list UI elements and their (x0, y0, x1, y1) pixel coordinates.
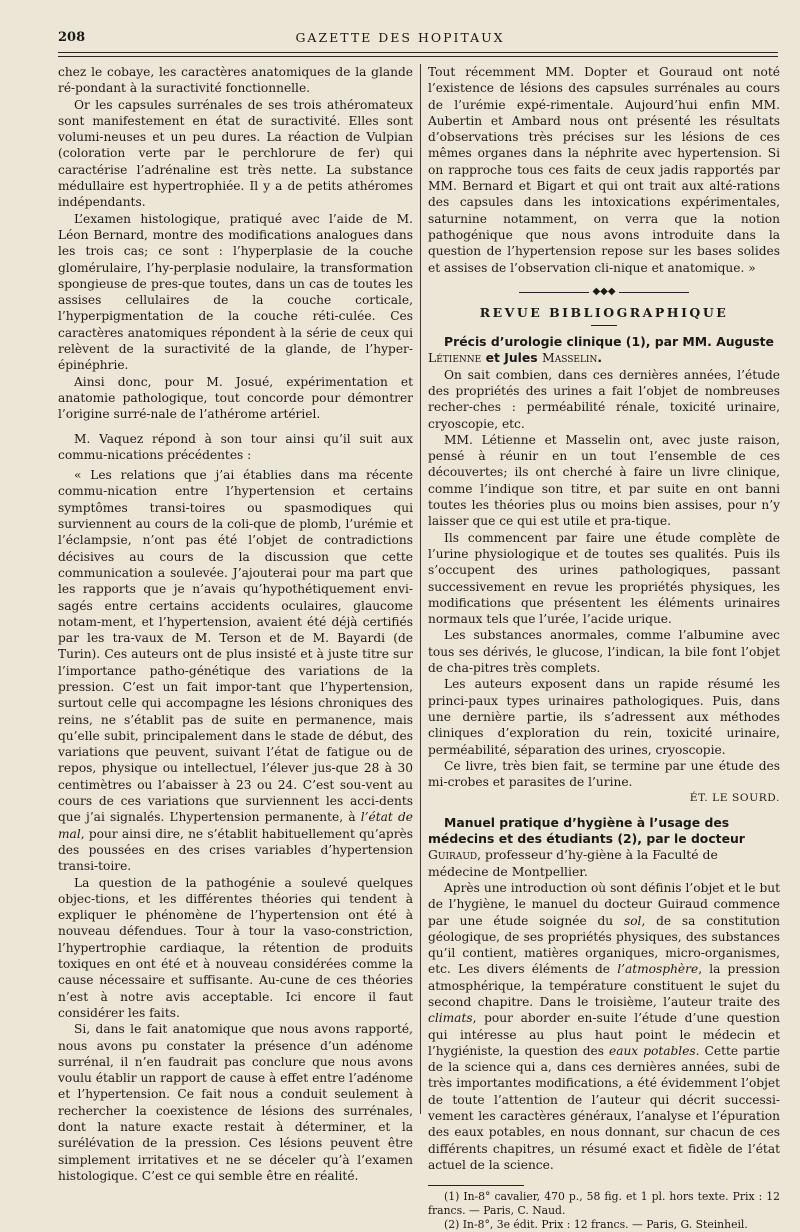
section-title: REVUE BIBLIOGRAPHIQUE (479, 304, 729, 320)
quote-text: « Les relations que j’ai établies dans ma récente commu-nication entre l’hypertension et certains symptômes transi-toires ou spasmodiques qui surviennent au cours de la coli-que de plomb, l’urémie et l’éclampsie, n’ont pas été l’objet de contradictions décisives au cours de la discussion que cette communication a soulevée. J’ajouterai pour ma part que les rapports que je n’avais qu’hypothétiquement envi-sagés entre certains accidents oculaires, glaucome notam-ment, et l’hypertension, avaient été déjà certifiés par les tra-vaux de M. Terson et de M. Bayardi (de Turin). Ces auteurs ont de plus insisté et à juste titre sur l’importance patho-génétique des variations de la pression. C’est un fait impor-tant que l’hypertension, surtout celle qui accompagne les lésions chroniques des reins, ne s’établit pas de suite en permanence, mais qu’elle subit, principalement dans le stade de début, des variations que peuvent, suivant l’état de fatigue ou de repos, physique ou intellectuel, l’élever jus-que 28 à 30 centimètres ou l’abaisser à 23 ou 24. C’est sou-vent au cours de ces variations que surviennent les acci-dents que j’ai signalés. L’hypertension permanente, à (58, 468, 413, 825)
page-number: 208 (58, 30, 86, 45)
paragraph: Après une introduction où sont définis l’objet et le but de l’hygiène, le manuel du docteur Guiraud commence par une étude soignée du sol, de sa constitution géologique, de ses propriétés physiques, des substances qu’il contient, matières organiques, micro-organismes, etc. Les divers éléments de l’atmosphère, la pression atmosphérique, la température constituent le sujet du second chapitre. Dans le troisième, l’auteur traite des climats, pour aborder en-suite l’étude d’une question qui intéresse au plus haut point le médecin et l’hygiéniste, la question des eaux potables. Cette partie de la science qui a, dans ces dernières années, subi de très importantes modifications, a été évidemment l’objet de toute l’attention de l’auteur qui décrit successi-vement les caractères généraux, l’analyse et l’épuration des eaux potables, en nous donnant, sur chacun de ces différents chapitres, un résumé exact et fidèle de l’état actuel de la science. (428, 880, 781, 1172)
paragraph: Les substances anormales, comme l’albumine avec tous ses dérivés, le glucose, l’indican, la bile font l’objet de cha-pitres très complets. (428, 628, 780, 676)
footnote: (2) In-8°, 3e édit. Prix : 12 francs. — Paris, G. Steinheil. (444, 1218, 748, 1232)
italic-term: l’atmosphère (617, 962, 699, 977)
paragraph: Les auteurs exposent dans un rapide résumé les princi-paux types urinaires pathologiques. Puis, dans une dernière partie, ils s’adressent aux méthodes cliniques d’exploration du rein, toxicité urinaire, perméabilité, séparation des urines, cryoscopie. (428, 677, 780, 757)
paragraph: Ainsi donc, pour M. Josué, expérimentation et anatomie pathologique, tout concorde pour démontrer l’origine surré-nale de l’athérome artériel. (58, 374, 413, 422)
paragraph: Tout récemment MM. Dopter et Gouraud ont noté l’existence de lésions des capsules surrénales au cours de l’urémie expé-rimentale. Aujourd’hui enfin MM. Aubertin et Ambard nous ont présenté les résultats d’observations très précises sur les lésions de ces mêmes organes dans la néphrite avec hypertension. Si on rapproche tous ces faits de ceux jadis rapportés par MM. Bernard et Bigart et qui ont trait aux alté-rations des capsules dans les intoxications expérimentales, saturnine notamment, on verra que la notion pathogénique que nous avons introduite dans la question de l’hypertension repose sur les bases solides et assises de l’observation cli-nique et anatomique. » (428, 65, 780, 275)
author-name: Létienne (428, 350, 482, 366)
review-signature: ÉT. LE SOURD. (689, 792, 780, 805)
paragraph: M. Vaquez répond à son tour ainsi qu’il suit aux commu-nications précédentes : (58, 431, 413, 462)
header-rule-top (58, 52, 778, 53)
review-title: Manuel pratique d’hygiène à l’usage des médecins et des étudiants (2), par le docteur Guiraud, professeur d’hy-giène à la Faculté de médecine de Montpellier. (428, 814, 745, 879)
italic-phrase: l’état de mal (58, 810, 413, 841)
left-column (58, 64, 413, 1184)
italic-term: sol (623, 913, 642, 928)
spacer (428, 807, 780, 815)
author-name: Guiraud (428, 847, 478, 863)
paragraph: Si, dans le fait anatomique que nous avons rapporté, nous avons pu constater la présence d’un adénome surrénal, il n’en faudrait pas conclure que nous avons voulu établir un rapport de cause à effet entre l’adénome et l’hypertension. Ce fait nous a conduit seulement à rechercher la coexistence de lésions des surrénales, dont la nature exacte restait à déterminer, et la surélévation de la pression. Ces lésions peuvent être simplement irritatives et ne se déceler qu’à l’examen histologique. C’est ce qui semble être en réalité. (58, 1022, 413, 1183)
footnote-rule (428, 1185, 524, 1186)
paragraph: On sait combien, dans ces dernières années, l’étude des propriétés des urines a fait l’objet de nombreuses recher-ches : perméabilité rénale, toxicité urinaire, cryoscopie, etc. (428, 367, 780, 431)
author-name: Masselin (542, 350, 598, 366)
column-divider (420, 64, 421, 1114)
paragraph: La question de la pathogénie a soulevé quelques objec-tions, et les différentes théories qui tendent à expliquer le phénomène de l’hypertension ont été à nouveau défendues. Tour à tour la vaso-constriction, l’hypertrophie cardiaque, la rétention de produits toxiques en ont été et à nouveau considérées comme la cause nécessaire et suffisante. Au-cune de ces théories n’est à notre avis acceptable. Ici encore il faut considérer les faits. (58, 875, 413, 1020)
footnote: (1) In-8° cavalier, 470 p., 58 fig. et 1 pl. hors texte. Prix : 12 francs. — Paris, C. Naud. (428, 1190, 780, 1218)
paragraph: MM. Létienne et Masselin ont, avec juste raison, pensé à réunir en un tout l’ensemble de ces découvertes; ils ont cherché à faire un livre clinique, comme l’indique son titre, et par suite en ont banni toutes les théories plus ou moins bien assises, pour n’y laisser que ce qui est utile et pra-tique. (428, 432, 780, 529)
paragraph: Ce livre, très bien fait, se termine par une étude des mi-crobes et parasites de l’urine. (428, 758, 780, 790)
paragraph: Or les capsules surrénales de ses trois athéromateux sont manifestement en état de suractivité. Elles sont volumi-neuses et un peu dures. La réaction de Vulpian (coloration verte par le perchlorure de fer) qui caractérise l’adrénaline est très nette. La substance médullaire est hypertrophiée. Il y a de petits athéromes indépendants. (58, 97, 413, 210)
italic-term: eaux potables (608, 1043, 696, 1058)
quote-paragraph (58, 467, 413, 874)
section-ornament (428, 284, 780, 301)
paragraph: L’examen histologique, pratiqué avec l’aide de M. Léon Bernard, montre des modifications analogues dans les trois cas; ce sont : l’hyperplasie de la couche glomérulaire, l’hy-perplasie nodulaire, la transformation spongieuse de pres-que toutes, dans un cas de toutes les assises cellulaires de la couche corticale, l’hyperpigmentation de la couche réti-culée. Ces caractères anatomiques répondent à la série de ceux qui relèvent de la suractivité de la glande, de l’hyper-épinéphrie. (58, 211, 413, 373)
paragraph: chez le cobaye, les caractères anatomiques de la glande ré-pondant à la suractivité fonctionnelle. (58, 65, 413, 96)
paragraph: Ils commencent par faire une étude complète de l’urine physiologique et de toutes ses qualités. Puis ils s’occupent des urines pathologiques, passant successivement en revue les propriétés physiques, les modifications que présentent les éléments urinaires normaux tels que l’urée, l’acide urique. (428, 530, 780, 627)
section-rule (591, 325, 617, 326)
spacer (58, 423, 413, 431)
running-title: GAZETTE DES HOPITAUX (295, 30, 505, 45)
italic-term: climats (428, 1011, 473, 1026)
quote-text-end: , pour ainsi dire, ne s’établit habituellement qu’après des poussées en des crises variables d’hypertension transi-toire. (58, 826, 413, 874)
diamond-ornament-icon: ◆◆◆ (592, 285, 616, 297)
header-rule-bottom (58, 56, 778, 57)
right-column (428, 64, 780, 1232)
review-title: Précis d’urologie clinique (1), par MM. Auguste Létienne et Jules Masselin. (428, 334, 774, 366)
